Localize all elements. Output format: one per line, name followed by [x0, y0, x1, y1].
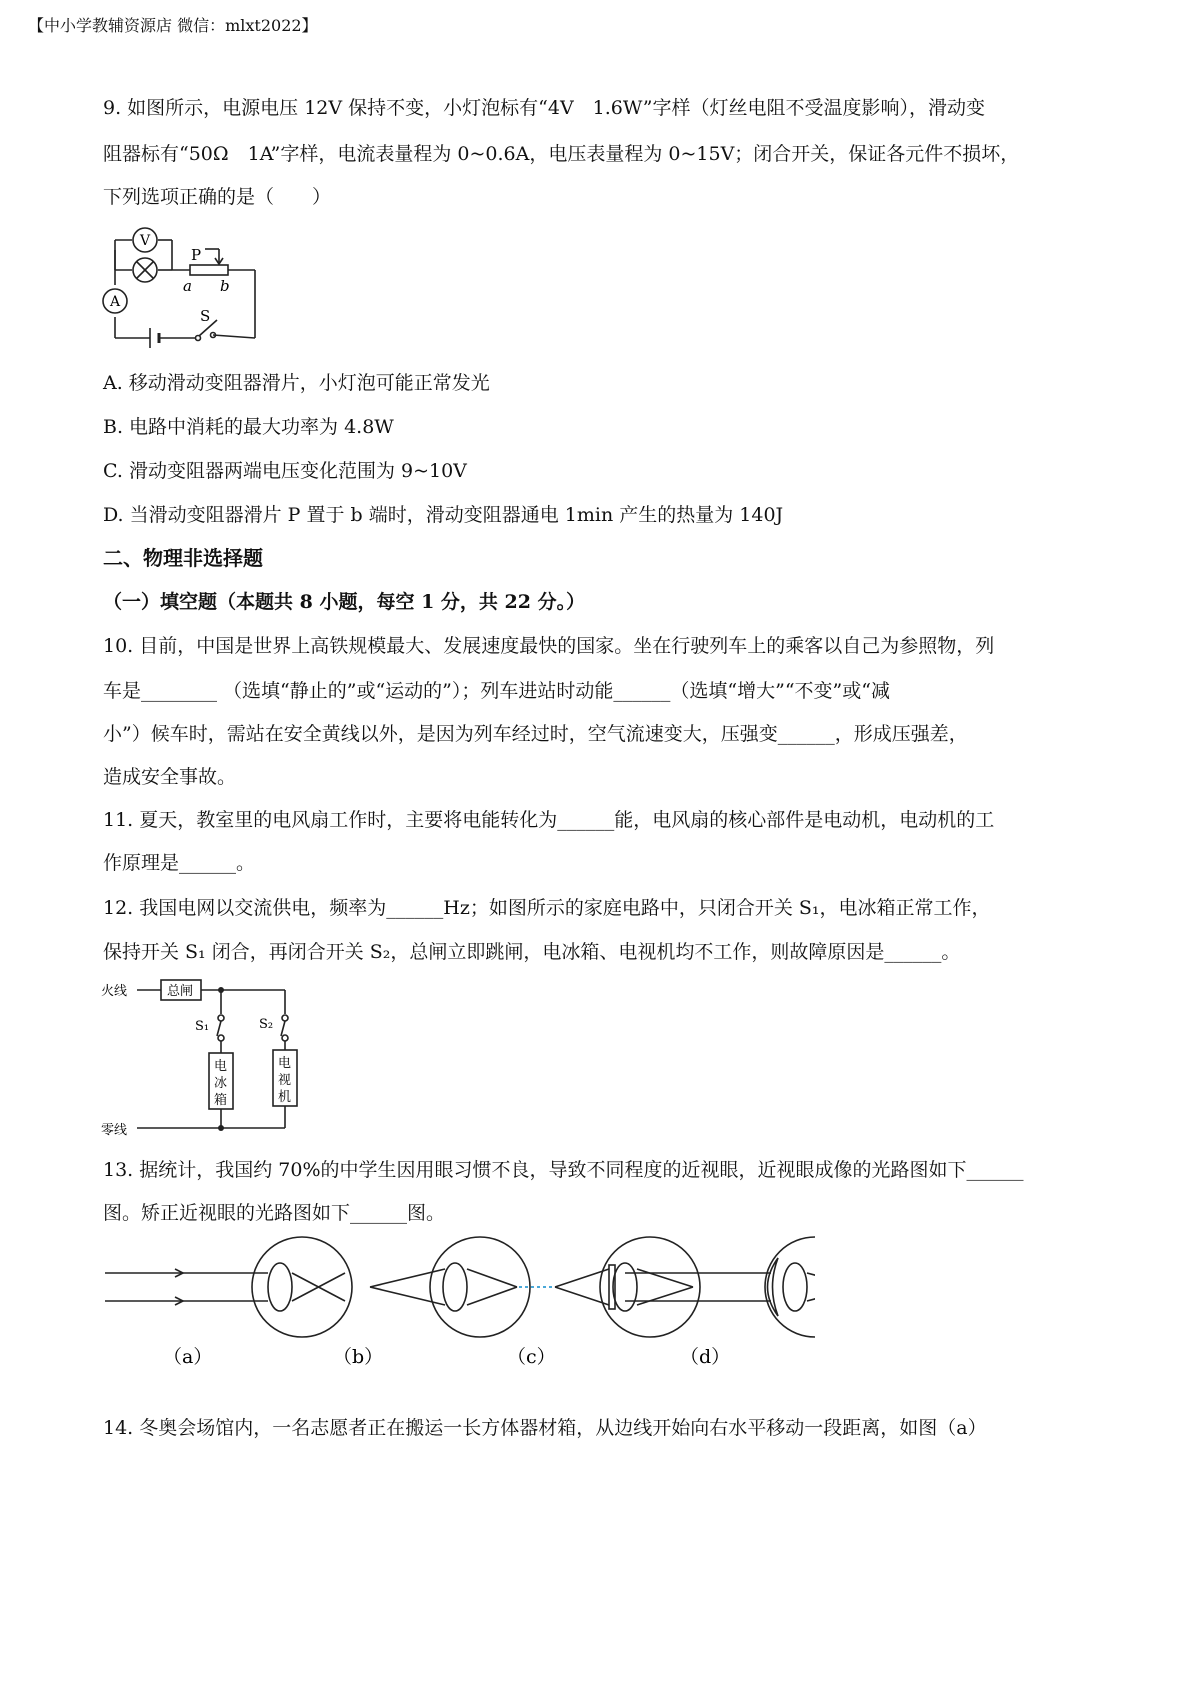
eye-label-a: （a） [163, 1346, 213, 1368]
q14-line-1: 14. 冬奥会场馆内，一名志愿者正在搬运一长方体器材箱，从边线开始向右水平移动一段距离，如图（a） [103, 1417, 987, 1439]
q10-line-1: 10. 目前，中国是世界上高铁规模最大、发展速度最快的国家。坐在行驶列车上的乘客以自己为参照物，列 [103, 635, 995, 657]
eye-label-b: （b） [333, 1346, 384, 1368]
tv-label-1: 电 [278, 1056, 292, 1071]
rheostat-end-b-label: b [220, 277, 230, 295]
q11-line-2: 作原理是______。 [103, 852, 256, 874]
switch-s1-label: S₁ [195, 1019, 210, 1034]
fridge-label-1: 电 [214, 1059, 228, 1074]
section-2-title: 二、物理非选择题 [103, 546, 263, 570]
slider-p-label: P [191, 246, 202, 264]
neutral-wire-label: 零线 [101, 1123, 128, 1138]
q13-line-1: 13. 据统计，我国约 70%的中学生因用眼习惯不良，导致不同程度的近视眼，近视眼成像的光路图如下______ [103, 1159, 1024, 1181]
q10-line-4: 造成安全事故。 [103, 766, 237, 788]
q9-stem-line-3: 下列选项正确的是（ ） [103, 186, 332, 208]
tv-label-3: 机 [278, 1090, 292, 1105]
q9-option-a: A. 移动滑动变阻器滑片，小灯泡可能正常发光 [103, 372, 490, 394]
q9-option-d: D. 当滑动变阻器滑片 P 置于 b 端时，滑动变阻器通电 1min 产生的热量为 140J [103, 504, 784, 526]
rheostat-end-a-label: a [183, 277, 192, 295]
eye-label-d: （d） [680, 1346, 731, 1368]
switch-s-label: S [200, 307, 211, 325]
q9-stem-line-2: 阻器标有“50Ω 1A”字样，电流表量程为 0~0.6A，电压表量程为 0~15V；闭合开关，保证各元件不损坏， [103, 143, 1020, 165]
q13-line-2: 图。矫正近视眼的光路图如下______图。 [103, 1202, 446, 1224]
q11-line-1: 11. 夏天，教室里的电风扇工作时，主要将电能转化为______能，电风扇的核心部件是电动机，电动机的工 [103, 809, 995, 831]
q9-circuit-diagram [95, 225, 270, 355]
q10-line-3: 小”）候车时，需站在安全黄线以外，是因为列车经过时，空气流速变大，压强变______，形成压强差， [103, 723, 968, 745]
eye-label-c: （c） [507, 1346, 556, 1368]
junction-dot [218, 1125, 224, 1131]
eye-diagrams [95, 1232, 815, 1382]
ammeter-label: A [110, 294, 121, 310]
tv-label-2: 视 [278, 1073, 292, 1088]
fridge-label-2: 冰 [214, 1076, 228, 1091]
section-2-subtitle: （一）填空题（本题共 8 小题，每空 1 分，共 22 分。） [103, 591, 586, 613]
watermark-header: 【中小学教辅资源店 微信：mlxt2022】 [28, 16, 318, 35]
q9-option-c: C. 滑动变阻器两端电压变化范围为 9~10V [103, 460, 467, 482]
home-circuit-diagram [95, 970, 315, 1148]
voltmeter-label: V [140, 233, 151, 249]
q12-line-1: 12. 我国电网以交流供电，频率为______Hz；如图所示的家庭电路中，只闭合开关 S₁，电冰箱正常工作， [103, 897, 991, 919]
q9-option-b: B. 电路中消耗的最大功率为 4.8W [103, 416, 394, 438]
main-switch-label: 总闸 [167, 984, 194, 999]
q9-stem-line-1: 9. 如图所示，电源电压 12V 保持不变，小灯泡标有“4V 1.6W”字样（灯丝电阻不受温度影响），滑动变 [103, 97, 985, 119]
q10-line-2: 车是________ （选填“静止的”或“运动的”）；列车进站时动能______（选填“增大”“不变”或“减 [103, 680, 890, 702]
fridge-label-3: 箱 [214, 1093, 228, 1108]
junction-dot [218, 987, 224, 993]
switch-s2-label: S₂ [259, 1017, 274, 1032]
live-wire-label: 火线 [101, 984, 128, 999]
q12-line-2: 保持开关 S₁ 闭合，再闭合开关 S₂，总闸立即跳闸，电冰箱、电视机均不工作，则故障原因是______。 [103, 941, 961, 963]
